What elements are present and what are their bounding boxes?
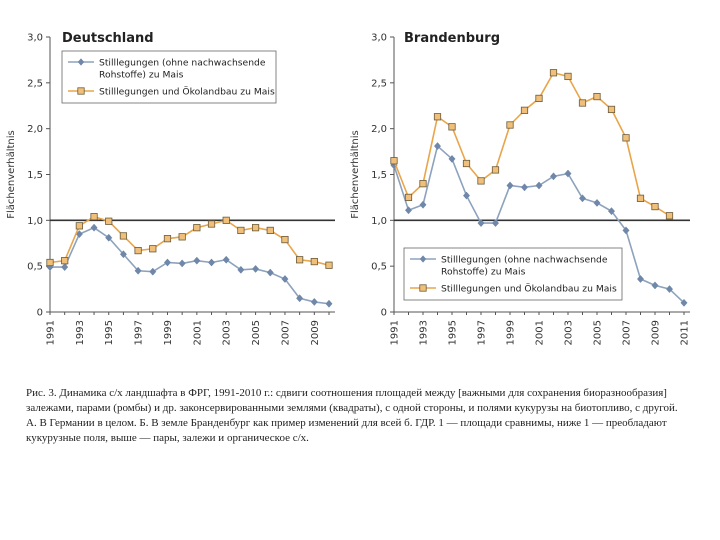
data-point-square (106, 218, 112, 224)
x-tick-label: 2009 (650, 320, 662, 346)
y-tick-label: 3,0 (371, 32, 387, 44)
data-point-square (579, 100, 585, 106)
data-point-diamond (652, 282, 658, 289)
data-point-diamond (61, 263, 67, 270)
data-point-square (550, 70, 556, 76)
data-point-diamond (223, 256, 229, 263)
data-point-square (608, 106, 614, 112)
chart-deutschland (0, 0, 350, 370)
legend-label-line: Stilllegungen (ohne nachwachsende (99, 57, 266, 69)
y-tick-label: 1,0 (27, 215, 43, 227)
data-point-diamond (507, 182, 513, 189)
legend-label-line: Rohstoffe) zu Mais (441, 266, 526, 278)
data-point-square (150, 246, 156, 252)
x-tick-label: 2009 (309, 320, 321, 346)
data-point-square (267, 227, 273, 233)
data-point-diamond (238, 266, 244, 273)
data-point-diamond (637, 275, 643, 282)
data-point-diamond (150, 268, 156, 275)
x-tick-label: 1997 (476, 320, 488, 346)
data-point-diamond (208, 259, 214, 266)
data-point-square (565, 73, 571, 79)
data-point-square (623, 135, 629, 141)
data-point-diamond (252, 265, 258, 272)
data-point-square (296, 257, 302, 263)
y-tick-label: 3,0 (27, 32, 43, 44)
data-point-diamond (536, 182, 542, 189)
x-tick-label: 2001 (534, 320, 546, 346)
figure-caption (26, 386, 698, 446)
data-point-square (223, 217, 229, 223)
data-point-diamond (420, 201, 426, 208)
data-point-square (120, 233, 126, 239)
data-point-square (420, 180, 426, 186)
data-point-diamond (179, 260, 185, 267)
x-tick-label: 2007 (280, 320, 292, 346)
chart-title: Brandenburg (404, 31, 501, 46)
x-tick-label: 1991 (45, 320, 57, 346)
x-tick-label: 1995 (104, 320, 116, 346)
legend-label-2: Stilllegungen und Ökolandbau zu Mais (441, 283, 617, 295)
y-tick-label: 2,5 (27, 78, 43, 90)
y-tick-label: 2,0 (27, 124, 43, 136)
x-tick-label: 1993 (418, 320, 430, 346)
x-tick-label: 2005 (592, 320, 604, 346)
y-axis-label: Flächenverhältnis (6, 130, 17, 219)
y-tick-label: 0,5 (371, 261, 387, 273)
data-point-diamond (91, 224, 97, 231)
caption-text-1: Рис. 3. Динамика с/х ландшафта в ФРГ, 1991-2010 г.: сдвиги соотношения площадей между [важными для сохранения биоразнообразия] залежами, парами (ромбы) и др. законсервированными землями (квадраты), с одной стороны, и полями кукурузы на биотопливо, с другой. (26, 387, 678, 414)
data-point-square (135, 247, 141, 253)
data-point-square (311, 258, 317, 264)
data-point-square (463, 160, 469, 166)
y-tick-label: 0,5 (27, 261, 43, 273)
x-tick-label: 2011 (679, 320, 691, 346)
data-point-square (637, 195, 643, 201)
data-point-square (91, 213, 97, 219)
x-tick-label: 2007 (621, 320, 633, 346)
y-tick-label: 1,5 (27, 170, 43, 181)
x-tick-label: 1993 (74, 320, 86, 346)
legend-label-2: Stilllegungen und Ökolandbau zu Mais (99, 86, 275, 98)
legend-marker-square (78, 88, 84, 94)
y-tick-label: 0 (36, 307, 43, 319)
data-point-square (252, 224, 258, 230)
x-tick-label: 1999 (505, 320, 517, 346)
x-tick-label: 1991 (389, 320, 401, 346)
data-point-square (594, 93, 600, 99)
data-point-diamond (164, 259, 170, 266)
data-point-square (194, 224, 200, 230)
y-tick-label: 1,0 (371, 215, 387, 227)
data-point-diamond (267, 269, 273, 276)
y-tick-label: 2,5 (371, 78, 387, 90)
chart-brandenburg (350, 0, 720, 370)
data-point-square (521, 107, 527, 113)
data-point-square (208, 221, 214, 227)
data-point-diamond (463, 192, 469, 199)
data-point-square (326, 262, 332, 268)
data-point-square (449, 124, 455, 130)
x-tick-label: 1995 (447, 320, 459, 346)
x-tick-label: 1997 (133, 320, 145, 346)
series-line-2 (394, 73, 670, 216)
data-point-square (164, 235, 170, 241)
y-tick-label: 2,0 (371, 124, 387, 136)
x-tick-label: 1999 (162, 320, 174, 346)
data-point-square (434, 114, 440, 120)
data-point-diamond (405, 207, 411, 214)
x-tick-label: 2003 (221, 320, 233, 346)
y-tick-label: 0 (380, 307, 387, 319)
data-point-square (76, 223, 82, 229)
data-point-square (478, 178, 484, 184)
x-tick-label: 2003 (563, 320, 575, 346)
x-tick-label: 2001 (192, 320, 204, 346)
chart-title: Deutschland (62, 31, 154, 46)
data-point-diamond (311, 298, 317, 305)
x-tick-label: 2005 (251, 320, 263, 346)
data-point-square (179, 234, 185, 240)
data-point-square (652, 203, 658, 209)
y-axis-label: Flächenverhältnis (350, 130, 361, 219)
data-point-square (391, 158, 397, 164)
data-point-diamond (194, 257, 200, 264)
data-point-diamond (594, 199, 600, 206)
data-point-square (666, 213, 672, 219)
data-point-square (238, 227, 244, 233)
y-tick-label: 1,5 (371, 170, 387, 181)
data-point-square (507, 122, 513, 128)
data-point-square (282, 236, 288, 242)
legend-label-line: Stilllegungen (ohne nachwachsende (441, 254, 608, 266)
data-point-diamond (550, 173, 556, 180)
data-point-square (405, 194, 411, 200)
data-point-square (61, 257, 67, 263)
data-point-square (536, 95, 542, 101)
data-point-square (492, 167, 498, 173)
data-point-diamond (326, 300, 332, 307)
data-point-diamond (521, 184, 527, 191)
data-point-square (47, 259, 53, 265)
legend-label-line: Rohstoffe) zu Mais (99, 69, 184, 81)
caption-text-2: А. В Германии в целом. Б. В земле Бранденбург как пример изменений для всей б. ГДР. 1 — площади сравнимы, ниже 1 — преобладают кукурузные поля, выше — пары, залежи и органическое с/х. (26, 417, 667, 444)
legend-marker-square (420, 285, 426, 291)
